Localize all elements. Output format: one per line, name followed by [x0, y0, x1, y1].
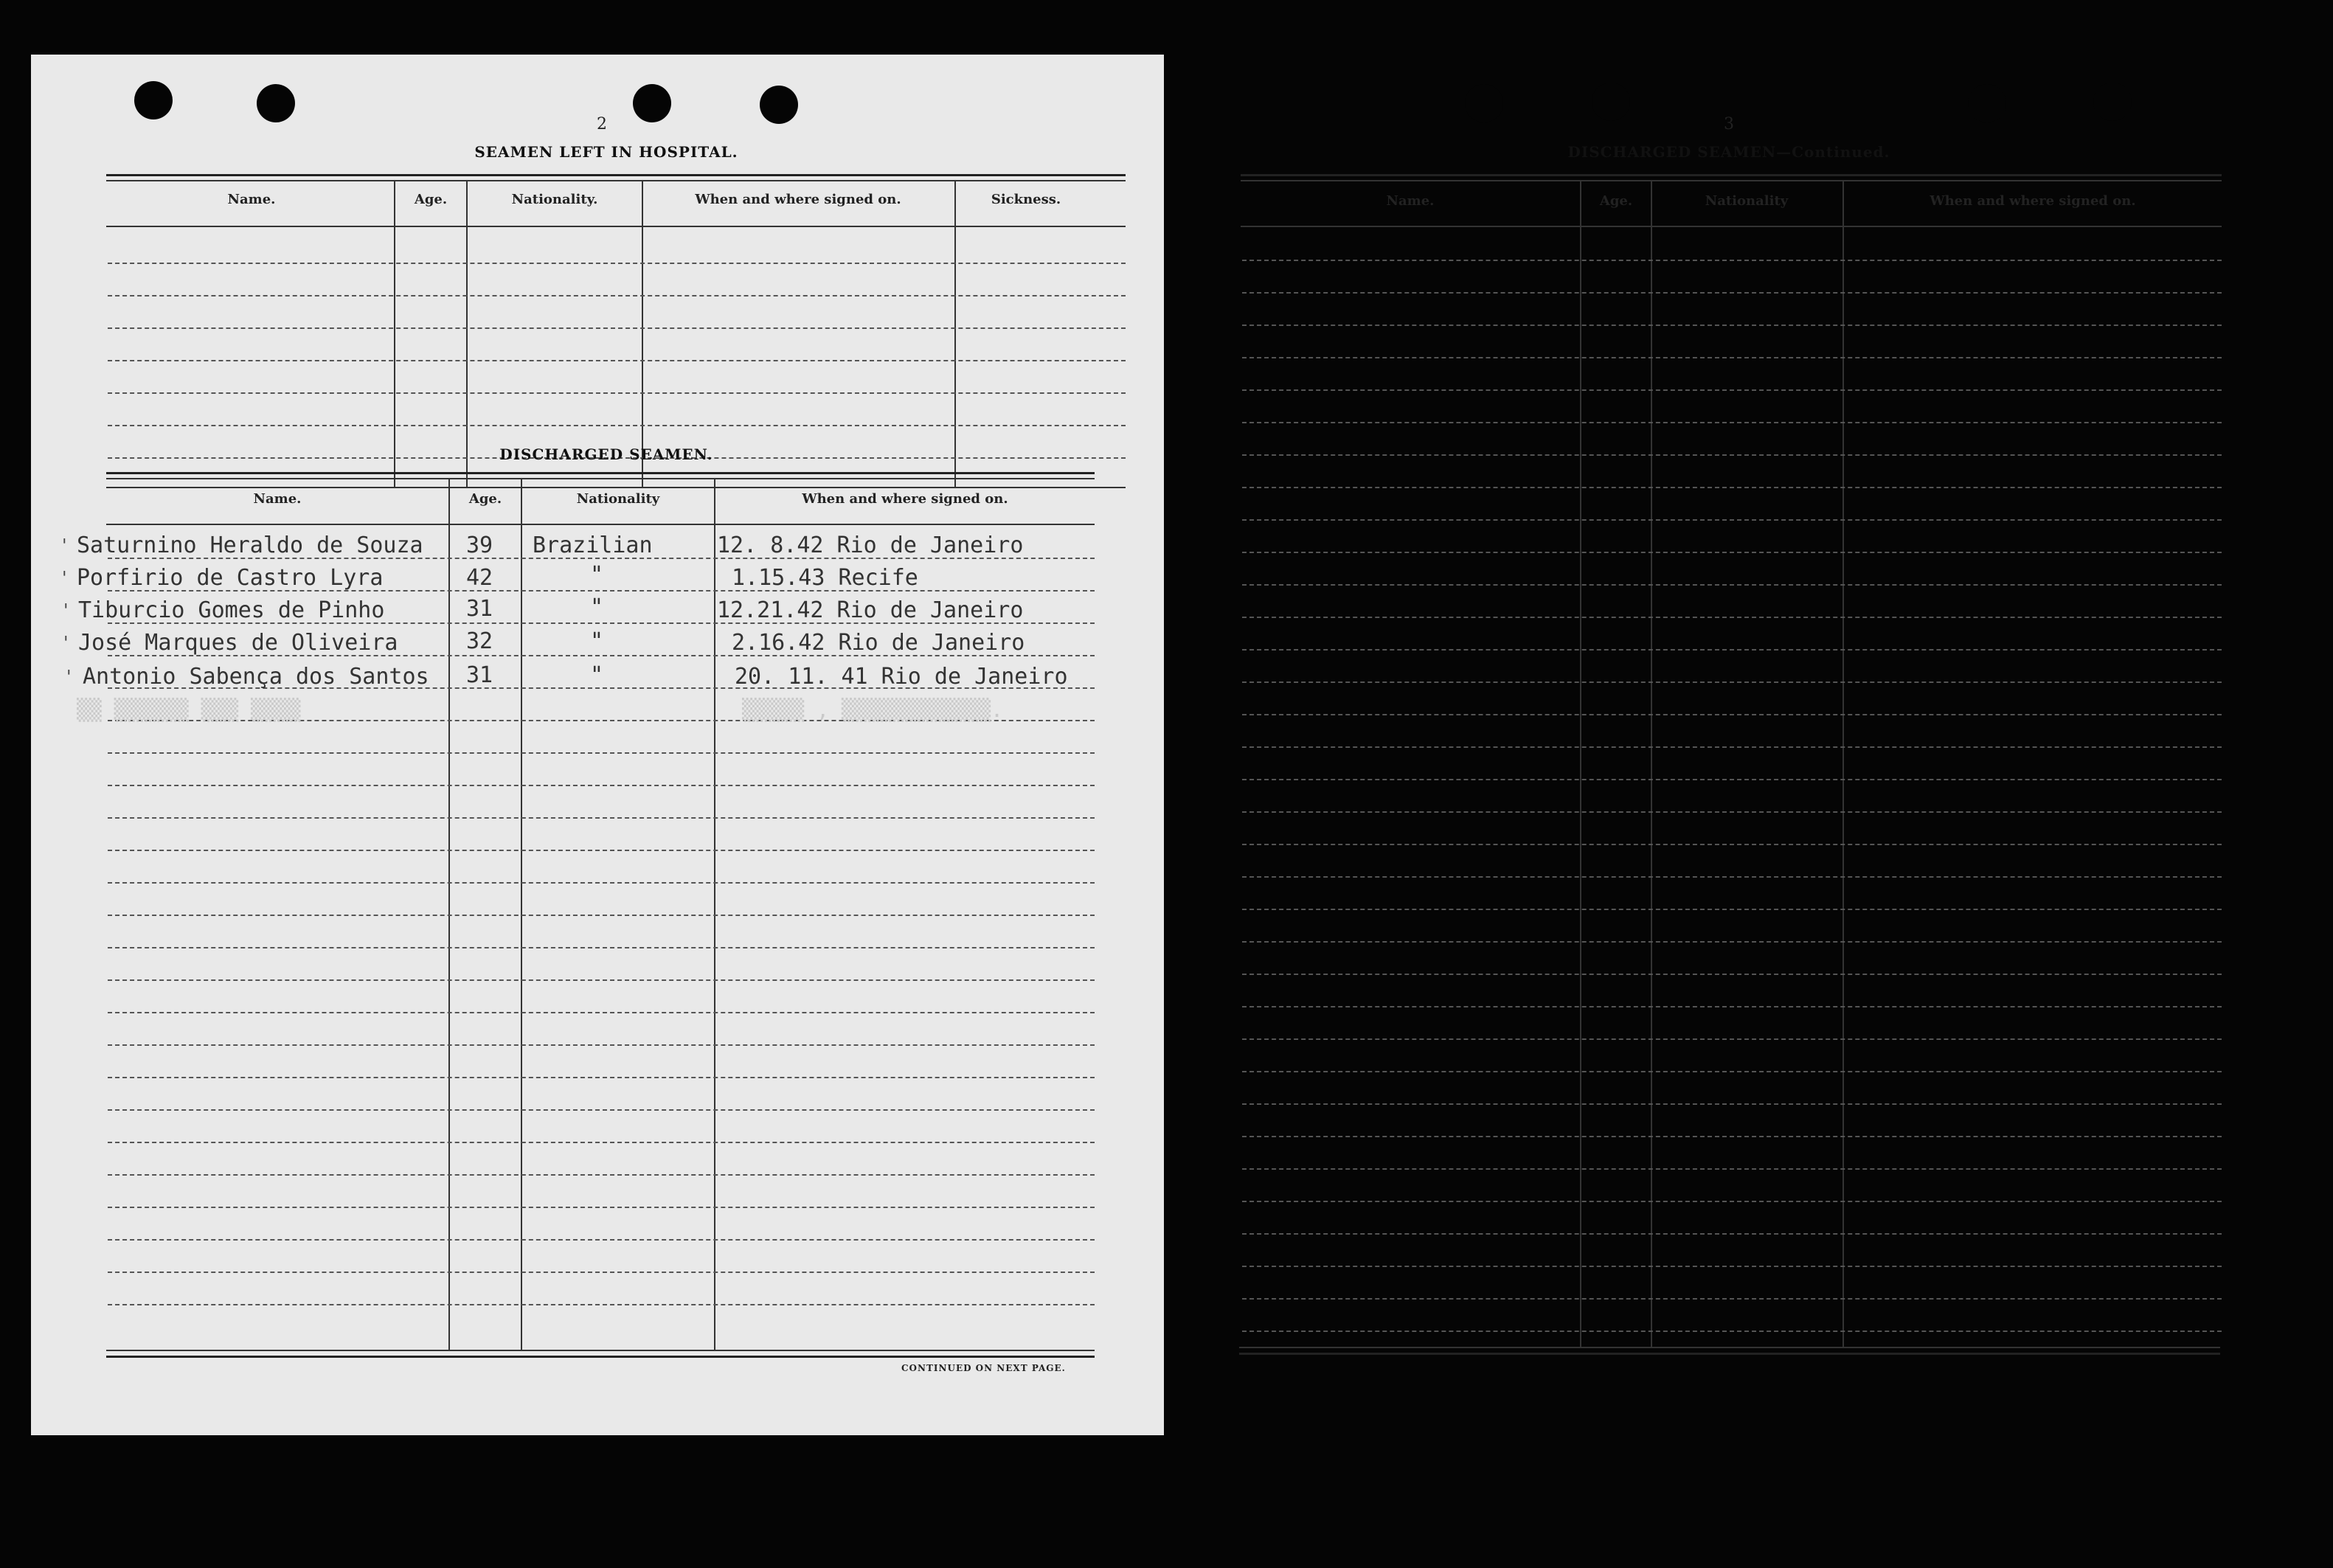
row-line — [1242, 1331, 2222, 1332]
right-top-rule — [1241, 180, 2222, 181]
row-line — [1242, 746, 2222, 748]
row-line — [1242, 1168, 2222, 1170]
row-line — [1242, 1006, 2222, 1007]
row-line — [1242, 811, 2222, 813]
row-5-name: Antonio Sabença dos Santos — [83, 664, 429, 690]
row-line — [1242, 487, 2222, 488]
faint-bleed-through: ▒▒▒▒▒ , ▒▒▒▒▒▒▒▒▒▒▒▒. — [742, 698, 1004, 722]
punch-hole — [1465, 84, 1503, 122]
row-line — [108, 1272, 1095, 1273]
row-5-signed-on: 20. 11. 41 Rio de Janeiro — [735, 664, 1068, 690]
row-line — [1242, 292, 2222, 294]
discharged-bottom-rule — [106, 1356, 1095, 1358]
faint-bleed-through: ▒▒ ▒▒▒▒▒▒ ▒▒▒ ▒▒▒▒ — [77, 698, 301, 722]
discharged-header-signed-on: When and where signed on. — [802, 491, 1008, 507]
punch-hole — [633, 84, 671, 122]
row-line — [1242, 357, 2222, 358]
right-bottom-rule — [1239, 1353, 2220, 1355]
row-line — [1242, 389, 2222, 391]
row-line — [108, 785, 1095, 786]
row-line — [1242, 909, 2222, 910]
row-line — [1242, 1071, 2222, 1072]
punch-hole — [134, 81, 173, 119]
hospital-header-nationality: Nationality. — [511, 192, 598, 207]
row-3-signed-on: 12.21.42 Rio de Janeiro — [717, 597, 1024, 623]
discharged-header-nationality: Nationality — [576, 491, 660, 507]
discharged-bottom-rule — [106, 1350, 1095, 1351]
row-3-name: Tiburcio Gomes de Pinho — [78, 597, 385, 623]
row-1-nationality: Brazilian — [533, 533, 653, 558]
row-line — [108, 392, 1126, 394]
row-line — [1242, 1201, 2222, 1202]
punch-hole — [1592, 83, 1630, 121]
hospital-header-signed-on: When and where signed on. — [695, 192, 901, 207]
row-4-signed-on: 2.16.42 Rio de Janeiro — [732, 630, 1025, 656]
row-2-age: 42 — [466, 565, 493, 591]
column-divider — [642, 181, 643, 487]
row-line — [108, 850, 1095, 851]
right-top-rule — [1241, 174, 2222, 176]
row-line — [108, 752, 1095, 754]
row-line — [1242, 519, 2222, 521]
punch-hole — [760, 86, 798, 124]
tick-mark: ' — [63, 600, 69, 621]
row-1-age: 39 — [466, 533, 493, 558]
row-line — [108, 1174, 1095, 1176]
discharged-header-age: Age. — [468, 491, 502, 507]
discharged-top-rule — [106, 478, 1095, 479]
row-5-nationality: " — [590, 662, 604, 688]
row-line — [108, 1109, 1095, 1111]
row-line — [1242, 454, 2222, 456]
punch-hole — [2093, 83, 2132, 121]
row-line — [1242, 1233, 2222, 1235]
row-1-name: Saturnino Heraldo de Souza — [77, 533, 423, 558]
row-line — [108, 1207, 1095, 1208]
discharged-top-rule — [106, 472, 1095, 474]
punch-hole — [1968, 84, 2006, 122]
tick-mark: ' — [63, 633, 69, 653]
row-4-age: 32 — [466, 628, 493, 654]
tick-mark: ' — [62, 535, 67, 556]
row-line — [108, 295, 1126, 296]
bottom-rule — [106, 487, 1126, 488]
discharged-title-label: DISCHARGED SEAMEN. — [499, 445, 713, 463]
row-4-nationality: " — [590, 628, 604, 654]
row-line — [1242, 617, 2222, 618]
row-line — [1242, 552, 2222, 553]
right-header-name: Name. — [1386, 193, 1435, 209]
row-line — [1242, 584, 2222, 586]
row-line — [1242, 714, 2222, 715]
row-line — [108, 1012, 1095, 1013]
hospital-header-sickness: Sickness. — [991, 192, 1061, 207]
row-line — [108, 882, 1095, 884]
top-rule — [106, 180, 1126, 181]
row-line — [1242, 681, 2222, 683]
left-page — [31, 55, 1164, 1435]
row-5-age: 31 — [466, 662, 493, 688]
right-bottom-rule — [1239, 1347, 2220, 1348]
row-line — [1242, 974, 2222, 975]
row-2-nationality: " — [590, 562, 604, 588]
row-3-age: 31 — [466, 596, 493, 622]
row-4-name: José Marques de Oliveira — [78, 630, 398, 656]
row-line — [108, 1044, 1095, 1046]
row-1-signed-on: 12. 8.42 Rio de Janeiro — [717, 533, 1024, 558]
row-line — [108, 263, 1126, 264]
discharged-header-rule — [106, 524, 1095, 525]
row-line — [1242, 1266, 2222, 1267]
right-header-signed-on: When and where signed on. — [1930, 193, 2136, 209]
row-line — [108, 1142, 1095, 1143]
row-line — [1242, 649, 2222, 651]
header-rule — [106, 226, 1126, 227]
continued-footer: CONTINUED ON NEXT PAGE. — [901, 1363, 1066, 1373]
row-line — [108, 1239, 1095, 1241]
right-header-rule — [1241, 226, 2222, 227]
row-line — [1242, 260, 2222, 261]
row-line — [108, 425, 1126, 426]
row-line — [1242, 1298, 2222, 1300]
top-rule — [106, 174, 1126, 176]
tick-mark: ' — [62, 568, 67, 589]
hospital-header-age: Age. — [414, 192, 448, 207]
page-number: 2 — [597, 115, 607, 133]
right-header-age: Age. — [1599, 193, 1633, 209]
row-line — [108, 947, 1095, 948]
column-divider — [394, 181, 395, 487]
row-line — [1242, 779, 2222, 780]
discharged-header-name: Name. — [253, 491, 302, 507]
row-3-nationality: " — [590, 594, 604, 620]
row-line — [1242, 876, 2222, 878]
row-line — [108, 327, 1126, 329]
row-line — [108, 979, 1095, 981]
row-2-signed-on: 1.15.43 Recife — [732, 565, 918, 591]
row-line — [1242, 1136, 2222, 1137]
row-line — [1242, 422, 2222, 423]
column-divider — [954, 181, 956, 487]
row-line — [108, 360, 1126, 361]
row-line — [108, 1077, 1095, 1078]
row-2-name: Porfirio de Castro Lyra — [77, 565, 384, 591]
column-divider — [466, 181, 468, 487]
row-line — [1242, 941, 2222, 943]
row-line — [108, 1304, 1095, 1305]
row-line — [108, 817, 1095, 819]
row-line — [108, 915, 1095, 916]
punch-hole — [257, 84, 295, 122]
row-line — [1242, 844, 2222, 845]
right-header-nationality: Nationality — [1705, 193, 1789, 209]
row-line — [1242, 1038, 2222, 1040]
hospital-header-name: Name. — [227, 192, 276, 207]
page-number: 3 — [1724, 115, 1734, 133]
row-line — [1242, 325, 2222, 326]
hospital-title: SEAMEN LEFT IN HOSPITAL. — [474, 143, 738, 161]
continued-title: DISCHARGED SEAMEN—Continued. — [1567, 143, 1890, 161]
tick-mark: ' — [66, 667, 72, 687]
row-line — [1242, 1103, 2222, 1105]
